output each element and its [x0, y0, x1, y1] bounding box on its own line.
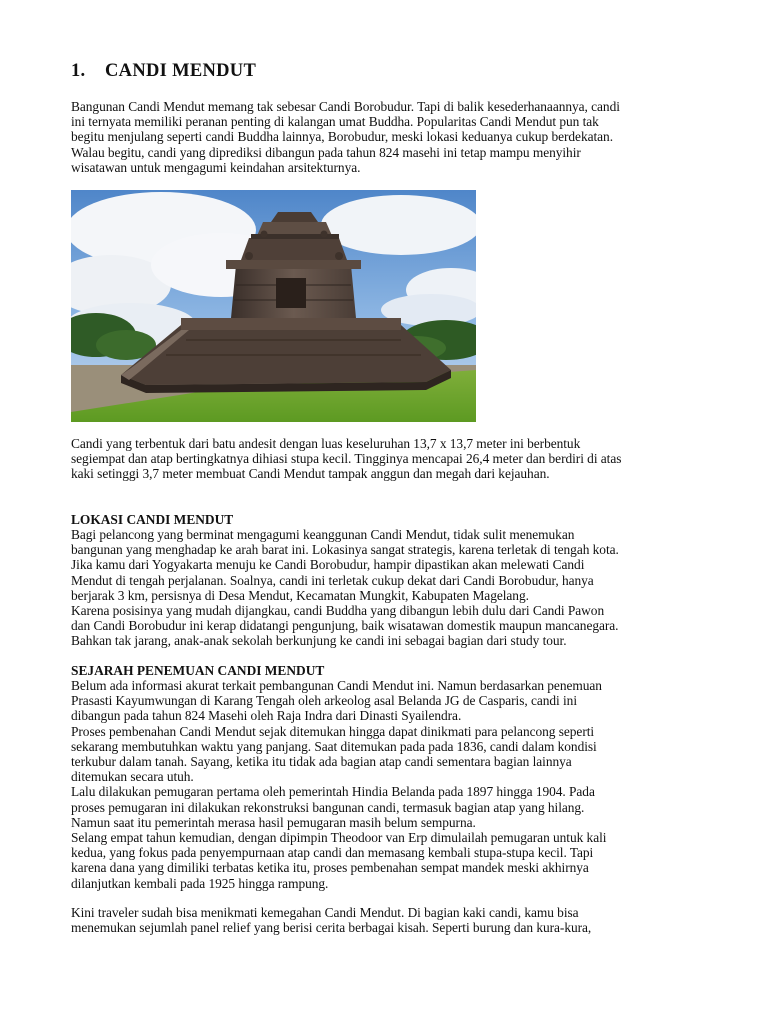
lokasi-line: bangunan yang menghadap ke arah barat ini. Lokasinya sangat strategis, karena terletak di tengah kota.	[71, 542, 619, 558]
sejarah-line: Lalu dilakukan pemugaran pertama oleh pemerintah Hindia Belanda pada 1897 hingga 1904. Pada	[71, 784, 595, 800]
sejarah-line: sekarang membutuhkan waktu yang panjang. Saat ditemukan pada pada 1836, candi dalam kondisi	[71, 738, 597, 754]
lokasi-line: dan Candi Borobudur ini kerap didatangi pengunjung, baik wisatawan domestik maupun mancanegara.	[71, 618, 619, 634]
title-text: CANDI MENDUT	[105, 61, 257, 81]
sejarah-line: Belum ada informasi akurat terkait pembangunan Candi Mendut ini. Namun berdasarkan penemuan	[71, 678, 602, 693]
lokasi-line: Bagi pelancong yang berminat mengagumi keanggunan Candi Mendut, tidak sulit menemukan	[71, 527, 575, 542]
lokasi-line: Karena posisinya yang mudah dijangkau, candi Buddha yang dibangun lebih dulu dari Candi Pawon	[71, 603, 605, 619]
sejarah-line: kedua, yang fokus pada penyempurnaan atap candi dan memasang kembali stupa-stupa kecil. Tapi	[71, 845, 594, 861]
intro-line: ini ternyata memiliki peranan penting di kalangan umat Buddha. Popularitas Candi Mendut pun tak	[71, 114, 599, 130]
closing-line: Kini traveler sudah bisa menikmati kemegahan Candi Mendut. Di bagian kaki candi, kamu bisa	[71, 905, 579, 920]
sejarah-line: dilanjutkan kembali pada 1925 hingga rampung.	[71, 875, 329, 891]
intro-line: Bangunan Candi Mendut memang tak sebesar Candi Borobudur. Tapi di balik kesederhanaannya, candi	[71, 99, 620, 114]
sejarah-line: ditemukan secara utuh.	[71, 769, 194, 785]
lokasi-line: berjarak 3 km, persisnya di Desa Mendut, Kecamatan Mungkit, Kabupaten Magelang.	[71, 587, 529, 603]
candi-mendut-photo	[71, 190, 476, 422]
lokasi-line: Jika kamu dari Yogyakarta menuju ke Candi Borobudur, hampir dipastikan akan melewati Candi	[71, 557, 585, 573]
section-heading-lokasi: LOKASI CANDI MENDUT	[71, 512, 234, 527]
closing-paragraph	[71, 905, 701, 935]
sejarah-line: karena dana yang dimiliki terbatas ketika itu, proses pembenahan sempat mandek meski akhirnya	[71, 860, 589, 876]
description-line: kaki setinggi 3,7 meter membuat Candi Mendut tampak anggun dan megah dari kejauhan.	[71, 466, 550, 482]
page-title	[71, 61, 256, 82]
sejarah-line: Namun saat itu pemerintah merasa hasil pemugaran masih belum sempurna.	[71, 814, 476, 830]
closing-line: menemukan sejumlah panel relief yang berisi cerita berbagai kisah. Seperti burung dan kura-kura,	[71, 920, 592, 936]
sejarah-paragraph	[71, 678, 701, 891]
title-number: 1.	[71, 61, 86, 81]
description-paragraph	[71, 436, 701, 482]
intro-line: wisatawan untuk mengagumi keindahan arsitekturnya.	[71, 159, 361, 175]
sejarah-line: terkubur dalam tanah. Sayang, ketika itu tidak ada bagian atap candi sementara bagian lainnya	[71, 754, 572, 770]
intro-line: Walau begitu, candi yang diprediksi dibangun pada tahun 824 masehi ini tetap mampu menyihir	[71, 144, 581, 160]
lokasi-paragraph	[71, 527, 701, 649]
sejarah-line: Selang empat tahun kemudian, dengan dipimpin Theodoor van Erp dimulailah pemugaran untuk kali	[71, 830, 607, 846]
lokasi-line: Mendut di tengah perjalanan. Soalnya, candi ini terletak cukup dekat dari Candi Borobudur, hanya	[71, 572, 594, 588]
description-line: Candi yang terbentuk dari batu andesit dengan luas keseluruhan 13,7 x 13,7 meter ini berbentuk	[71, 436, 581, 451]
description-line: segiempat dan atap bertingkatnya dihiasi stupa kecil. Tingginya mencapai 26,4 meter dan berdiri di atas	[71, 451, 622, 467]
section-heading-sejarah: SEJARAH PENEMUAN CANDI MENDUT	[71, 663, 325, 678]
sejarah-line: Proses pembenahan Candi Mendut sejak ditemukan hingga dapat dinikmati para pelancong seperti	[71, 723, 595, 739]
lokasi-line: Bahkan tak jarang, anak-anak sekolah berkunjung ke candi ini sebagai bagian dari study tour.	[71, 633, 567, 649]
intro-line: begitu menjulang seperti candi Buddha lainnya, Borobudur, meski lokasi keduanya cukup berdekatan.	[71, 129, 613, 145]
sejarah-line: dibangun pada tahun 824 Masehi oleh Raja Indra dari Dinasti Syailendra.	[71, 708, 462, 724]
sejarah-line: proses pemugaran ini dilakukan rekonstruksi bangunan candi, termasuk bagian atap yang hilang.	[71, 799, 585, 815]
sejarah-line: Prasasti Kayumwungan di Karang Tengah oleh arkeolog asal Belanda JG de Casparis, candi ini	[71, 693, 577, 709]
intro-paragraph	[71, 99, 701, 175]
